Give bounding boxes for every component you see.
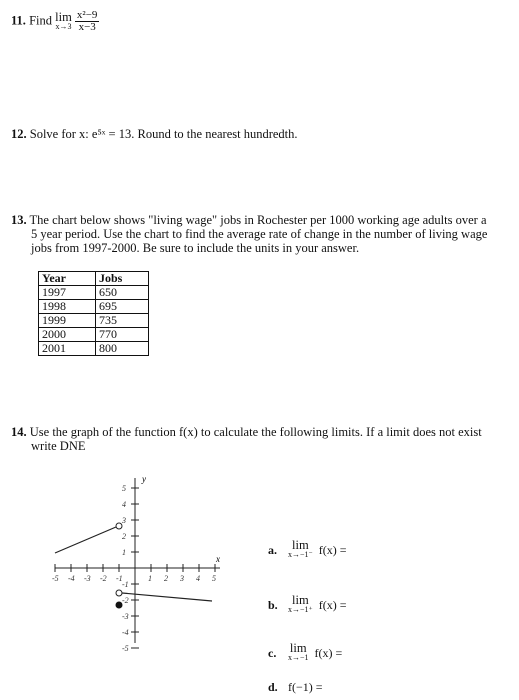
cell-jobs: 770	[96, 328, 149, 342]
item-label: d.	[268, 680, 278, 694]
lim-word: lim	[55, 9, 72, 24]
fraction-denominator: x−3	[78, 21, 96, 33]
x-tick-label: -4	[68, 574, 75, 583]
cell-jobs: 735	[96, 314, 149, 328]
lim-subscript: x→−1⁻	[288, 550, 313, 559]
lim-word: lim	[292, 593, 309, 607]
cell-jobs: 800	[96, 342, 149, 356]
question-text: Solve for x:	[29, 127, 89, 141]
x-tick-label: -5	[52, 574, 59, 583]
table-row	[39, 328, 149, 342]
item-label: c.	[268, 645, 277, 660]
x-tick-label: 3	[180, 574, 184, 583]
x-tick-label: 2	[164, 574, 168, 583]
lim-word: lim	[292, 538, 309, 552]
question-text-line-2: write DNE	[31, 439, 86, 453]
y-tick-label: 2	[122, 532, 126, 541]
question-12	[11, 127, 298, 141]
y-axis-label: y	[142, 474, 146, 484]
header-jobs: Jobs	[96, 272, 149, 286]
y-tick-label: -4	[122, 628, 129, 637]
header-year: Year	[39, 272, 96, 286]
question-text-line-1: Use the graph of the function f(x) to calculate the following limits. If a limit does not exist	[29, 425, 482, 439]
limit-notation	[288, 643, 309, 663]
fraction-numerator: x²−9	[76, 9, 98, 21]
x-tick-label: -3	[84, 574, 91, 583]
lim-subscript: x→−1	[288, 653, 309, 662]
x-axis-label: x	[216, 554, 220, 564]
fraction	[75, 10, 100, 33]
cell-year: 2000	[39, 328, 96, 342]
limit-expression: f(−1) =	[288, 680, 323, 694]
x-tick-label: 1	[148, 574, 152, 583]
question-text-line-2: 5 year period. Use the chart to find the average rate of change in the number of living wage	[31, 227, 488, 241]
question-text-line-3: jobs from 1997-2000. Be sure to include the units in your answer.	[31, 241, 360, 255]
x-tick-label: 4	[196, 574, 200, 583]
question-14	[11, 425, 482, 453]
y-tick-label: -5	[122, 644, 129, 653]
limit-notation	[288, 595, 313, 615]
item-label: a.	[268, 542, 277, 557]
table-header-row	[39, 272, 149, 286]
question-text: Find	[29, 13, 52, 28]
table-row	[39, 314, 149, 328]
x-tick-label: -1	[116, 574, 123, 583]
cell-jobs: 695	[96, 300, 149, 314]
lim-word: lim	[289, 641, 307, 655]
question-number: 14.	[11, 425, 27, 439]
y-tick-label: 1	[122, 548, 126, 557]
y-tick-label: -1	[122, 580, 129, 589]
question-number: 12.	[11, 127, 27, 141]
cell-year: 1998	[39, 300, 96, 314]
cell-jobs: 650	[96, 286, 149, 300]
closed-point	[116, 602, 123, 609]
limit-item-d	[268, 680, 323, 695]
limit-item-a	[268, 540, 347, 560]
function-graph	[50, 468, 230, 653]
y-tick-label: -2	[122, 596, 129, 605]
y-tick-label: 4	[122, 500, 126, 509]
open-circle-lower	[116, 590, 122, 596]
table-row	[39, 342, 149, 356]
question-number: 11.	[11, 13, 26, 28]
limit-expression: f(x) =	[318, 597, 347, 612]
question-13	[11, 213, 487, 255]
limit-notation	[55, 9, 72, 32]
question-text-line-1: The chart below shows "living wage" jobs in Rochester per 1000 working age adults over a	[29, 213, 487, 227]
jobs-table	[38, 271, 149, 356]
graph-segment-left	[55, 527, 116, 553]
limit-expression: f(x) =	[314, 645, 343, 660]
y-tick-label: 5	[122, 484, 126, 493]
limit-item-b	[268, 595, 347, 615]
x-tick-label: 5	[212, 574, 216, 583]
y-tick-label: -3	[122, 612, 129, 621]
equation: e⁵ˣ = 13.	[91, 127, 135, 141]
question-instruction: Round to the nearest hundredth.	[137, 127, 298, 141]
open-circle-upper	[116, 523, 122, 529]
limit-notation	[288, 540, 313, 560]
question-11	[11, 10, 99, 33]
lim-subscript: x→−1⁺	[288, 605, 313, 614]
question-number: 13.	[11, 213, 27, 227]
table-row	[39, 286, 149, 300]
x-tick-label: -2	[100, 574, 107, 583]
lim-subscript: x→3	[55, 21, 72, 31]
limit-item-c	[268, 643, 342, 663]
cell-year: 1999	[39, 314, 96, 328]
y-tick-label: 3	[122, 516, 126, 525]
item-label: b.	[268, 597, 278, 612]
table-row	[39, 300, 149, 314]
cell-year: 1997	[39, 286, 96, 300]
cell-year: 2001	[39, 342, 96, 356]
limit-expression: f(x) =	[318, 542, 347, 557]
